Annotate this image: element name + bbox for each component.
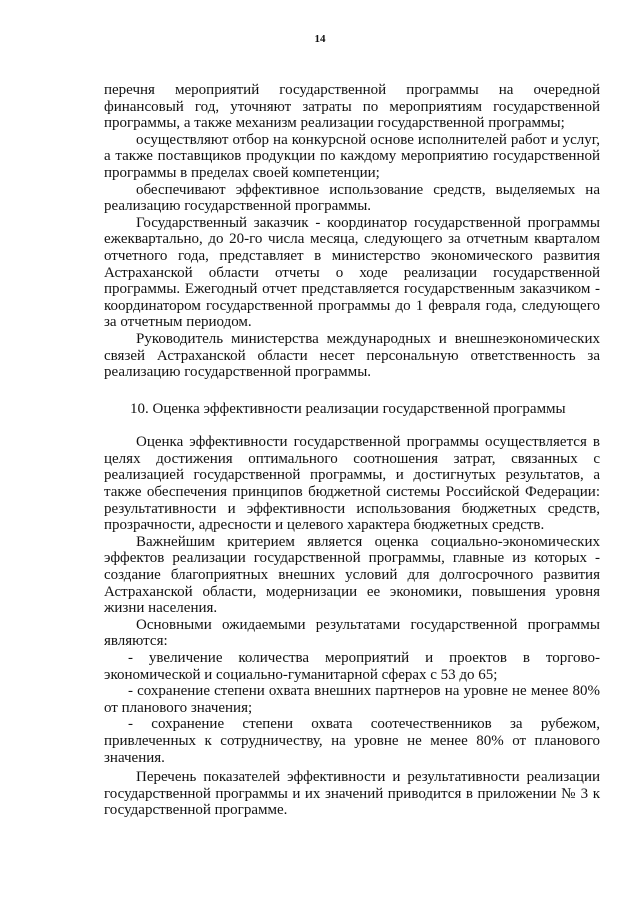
- paragraph: осуществляют отбор на конкурсной основе исполнителей работ и услуг, а также поставщиков продукции по каждому мероприятию государственной программы в пределах своей компетенции;: [104, 131, 600, 181]
- paragraph: Основными ожидаемыми результатами государственной программы являются:: [104, 616, 600, 650]
- page-number: 14: [314, 33, 326, 45]
- document-body: [104, 82, 600, 819]
- bullet-item: - сохранение степени охвата внешних партнеров на уровне не менее 80% от планового значения;: [104, 683, 600, 716]
- bullet-item: - сохранение степени охвата соотечественников за рубежом, привлеченных к сотрудничеству, на уровне не менее 80% от планового значения.: [104, 716, 600, 766]
- bullet-item: - увеличение количества мероприятий и проектов в торгово-экономической и социально-гуманитарной сферах с 53 до 65;: [104, 650, 600, 683]
- paragraph: обеспечивают эффективное использование средств, выделяемых на реализацию государственной программы.: [104, 181, 600, 215]
- section-heading: 10. Оценка эффективности реализации государственной программы: [130, 400, 566, 417]
- paragraph: Важнейшим критерием является оценка социально-экономических эффектов реализации государственной программы, главные из которых - создание благоприятных внешних условий для долгосрочного развития Астраханской области, модернизации ее экономики, повышения уровня жизни населения.: [104, 533, 600, 617]
- paragraph: Оценка эффективности государственной программы осуществляется в целях достижения оптимального соотношения затрат, связанных с реализацией государственной программы, и достигнутых результатов, а также обеспечения принципов бюджетной системы Российской Федерации: результативности и эффективности использования бюджетных средств, прозрачности, адресности и целевого характера бюджетных средств.: [104, 434, 600, 534]
- paragraph: перечня мероприятий государственной программы на очередной финансовый год, уточняют затраты по мероприятиям государственной программы, а также механизм реализации государственной программы;: [104, 82, 600, 132]
- paragraph: Государственный заказчик - координатор государственной программы ежеквартально, до 20-го числа месяца, следующего за отчетным кварталом отчетного года, представляет в министерство экономического развития Астраханской области отчеты о ходе реализации государственной программы. Ежегодный отчет представляется государственным заказчиком - координатором государственной программы до 1 февраля года, следующего за отчетным периодом.: [104, 214, 600, 331]
- closing-paragraph: Перечень показателей эффективности и результативности реализации государственной программы и их значений приводится в приложении № 3 к государственной программе.: [104, 769, 600, 819]
- paragraph: Руководитель министерства международных и внешнеэкономических связей Астраханской области несет персональную ответственность за реализацию государственной программы.: [104, 330, 600, 381]
